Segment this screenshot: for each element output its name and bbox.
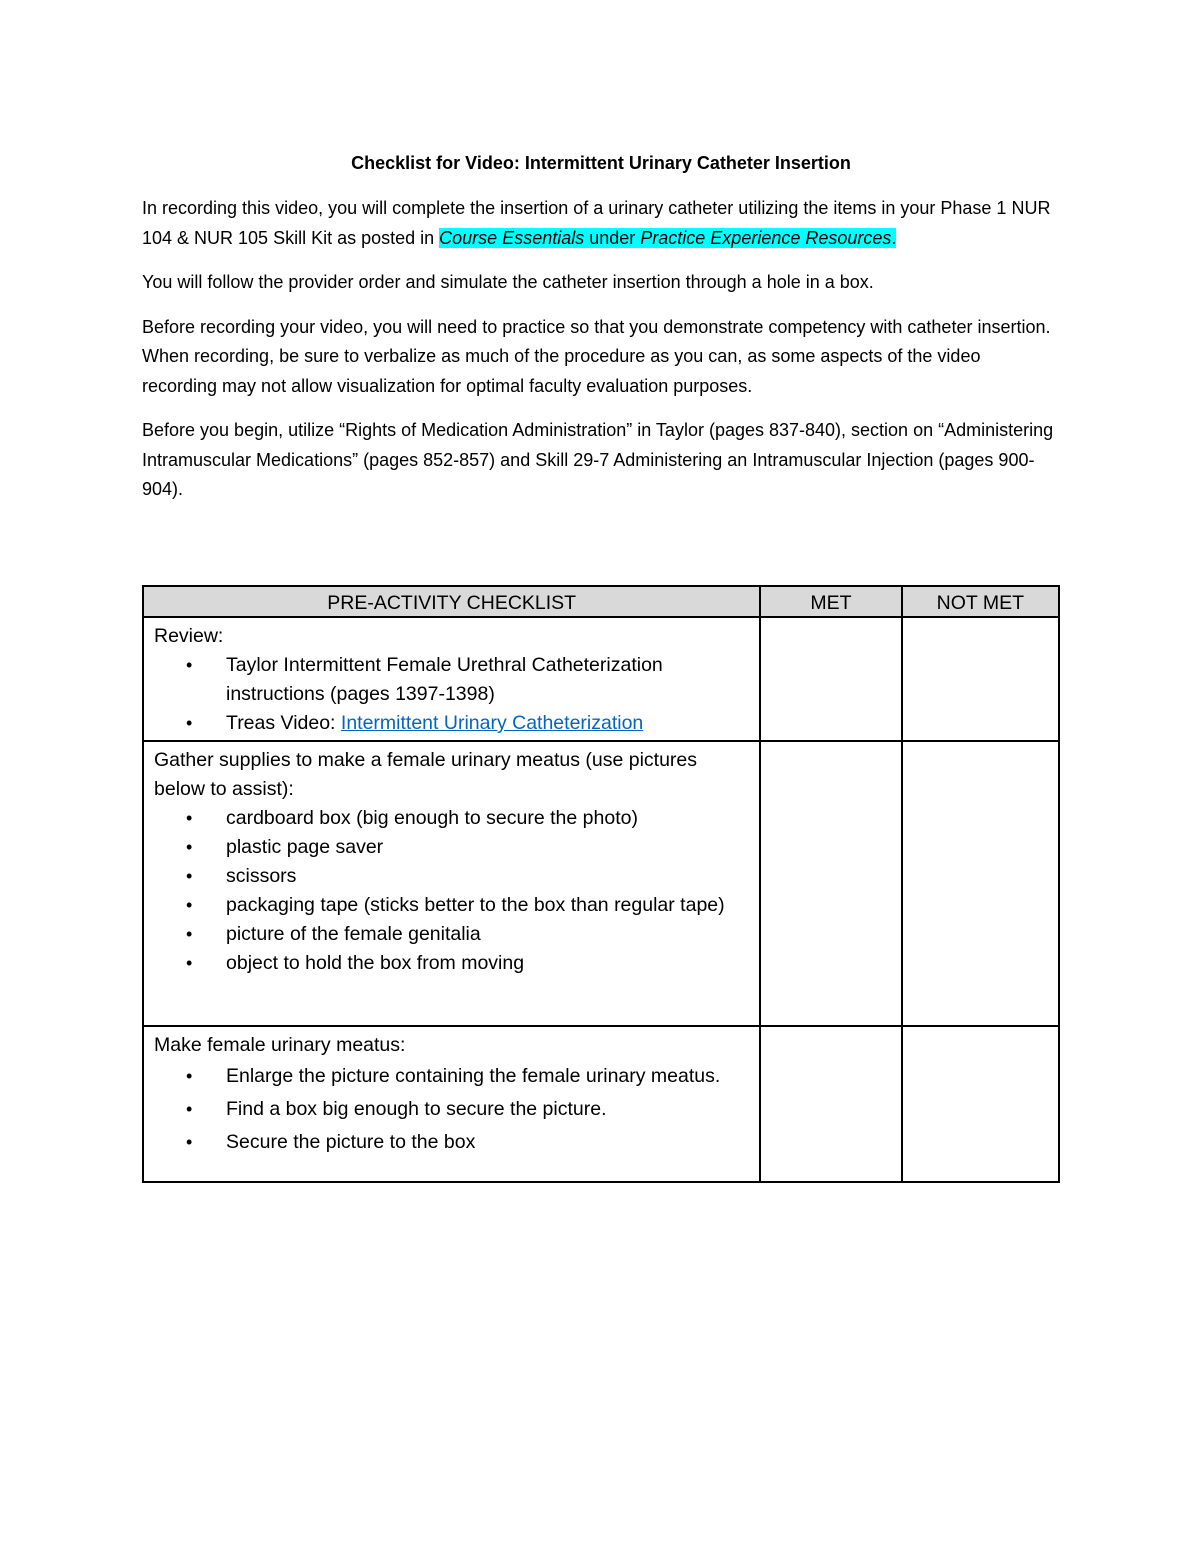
practice-paragraph: Before recording your video, you will need to practice so that you demonstrate competency with catheter insertion. When recording, be sure to verbalize as much of the procedure as you can, as some aspects of the video recording may not allow visualization for optimal faculty evaluation purposes. bbox=[142, 316, 1051, 396]
practice-experience-highlight: Practice Experience Resources bbox=[640, 227, 892, 248]
meatus-steps-list bbox=[154, 1060, 749, 1159]
gather-supplies-heading: Gather supplies to make a female urinary meatus (use pictures below to assist): bbox=[154, 749, 698, 800]
bullet-icon: • bbox=[186, 895, 193, 915]
met-checkbox-cell[interactable] bbox=[760, 617, 901, 741]
document-body bbox=[142, 150, 1060, 520]
list-item: • plastic page saver bbox=[154, 833, 749, 862]
list-item: • picture of the female genitalia bbox=[154, 920, 749, 949]
header-checklist: PRE-ACTIVITY CHECKLIST bbox=[143, 586, 760, 617]
bullet-icon: • bbox=[186, 924, 193, 944]
references-paragraph: Before you begin, utilize “Rights of Medication Administration” in Taylor (pages 837-840), section on “Administering Intramuscular Medications” (pages 852-857) and Skill 29-7 Administering an Intramuscular Injection (pages 900-904). bbox=[142, 420, 1054, 499]
pre-activity-checklist-table bbox=[142, 585, 1060, 1183]
make-meatus-heading: Make female urinary meatus: bbox=[154, 1034, 406, 1056]
intro-paragraph bbox=[142, 194, 1060, 253]
bullet-icon: • bbox=[186, 808, 193, 828]
table-row bbox=[143, 1026, 1059, 1182]
list-item: • Taylor Intermittent Female Urethral Catheterization instructions (pages 1397-1398) bbox=[154, 651, 749, 709]
bullet-icon: • bbox=[186, 1132, 193, 1152]
bullet-icon: • bbox=[186, 713, 193, 733]
bullet-icon: • bbox=[186, 837, 193, 857]
list-item: • packaging tape (sticks better to the box than regular tape) bbox=[154, 891, 749, 920]
bullet-icon: • bbox=[186, 1099, 193, 1119]
not-met-checkbox-cell[interactable] bbox=[902, 617, 1059, 741]
document-title: Checklist for Video: Intermittent Urinary Catheter Insertion bbox=[351, 153, 851, 173]
list-item: • scissors bbox=[154, 862, 749, 891]
table-header-row bbox=[143, 586, 1059, 617]
not-met-checkbox-cell[interactable] bbox=[902, 1026, 1059, 1182]
table-row bbox=[143, 741, 1059, 1026]
intro-period: . bbox=[891, 227, 897, 248]
header-not-met: NOT MET bbox=[902, 586, 1059, 617]
review-list bbox=[154, 651, 749, 738]
list-item bbox=[154, 709, 749, 738]
met-checkbox-cell[interactable] bbox=[760, 1026, 901, 1182]
review-heading: Review: bbox=[154, 625, 224, 647]
under-highlight: under bbox=[584, 227, 641, 248]
not-met-checkbox-cell[interactable] bbox=[902, 741, 1059, 1026]
video-prefix: Treas Video: bbox=[226, 712, 341, 734]
gather-supplies-cell bbox=[143, 741, 760, 1026]
supplies-list bbox=[154, 804, 749, 978]
bullet-icon: • bbox=[186, 953, 193, 973]
list-item: • cardboard box (big enough to secure the photo) bbox=[154, 804, 749, 833]
review-cell bbox=[143, 617, 760, 741]
met-checkbox-cell[interactable] bbox=[760, 741, 901, 1026]
intro-text: In recording this video, you will complete the insertion of a urinary catheter utilizing the items in your Phase 1 NUR 104 & NUR 105 Skill Kit as posted in bbox=[142, 198, 1051, 248]
bullet-icon: • bbox=[186, 1066, 193, 1086]
table-row bbox=[143, 617, 1059, 741]
bullet-icon: • bbox=[186, 655, 193, 675]
provider-order-paragraph: You will follow the provider order and simulate the catheter insertion through a hole in a box. bbox=[142, 272, 874, 292]
course-essentials-highlight: Course Essentials bbox=[439, 227, 585, 248]
header-met: MET bbox=[760, 586, 901, 617]
list-item: • object to hold the box from moving bbox=[154, 949, 749, 978]
list-item: • Secure the picture to the box bbox=[154, 1126, 749, 1159]
catheterization-video-link[interactable]: Intermittent Urinary Catheterization bbox=[340, 712, 644, 734]
list-item: • Find a box big enough to secure the picture. bbox=[154, 1093, 749, 1126]
make-meatus-cell bbox=[143, 1026, 760, 1182]
list-item: • Enlarge the picture containing the female urinary meatus. bbox=[154, 1060, 749, 1093]
bullet-icon: • bbox=[186, 866, 193, 886]
